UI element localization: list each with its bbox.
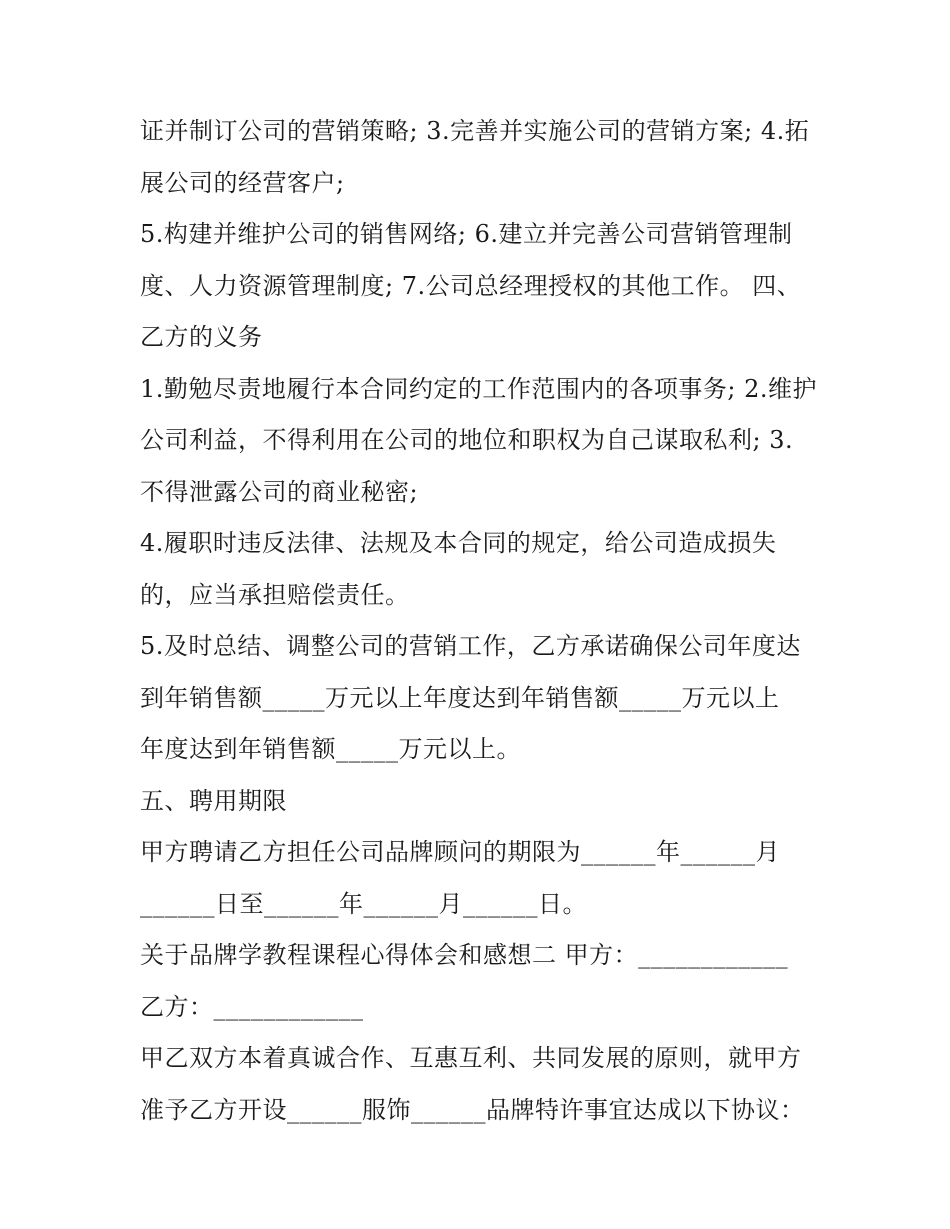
section-heading: 五、聘用期限 (140, 786, 287, 815)
text-line: 4.履职时违反法律、法规及本合同的规定，给公司造成损失 (140, 529, 777, 557)
text-line: 到年销售额_____万元以上年度达到年销售额_____万元以上 (140, 683, 780, 712)
text-line: 关于品牌学教程课程心得体会和感想二 甲方：____________ (140, 941, 789, 969)
text-line: ______日至______年______月______日。 (140, 889, 587, 918)
text-line: 甲方聘请乙方担任公司品牌顾问的期限为______年______月 (140, 838, 780, 866)
text-line: 证并制订公司的营销策略; 3.完善并实施公司的营销方案; 4.拓 (140, 117, 810, 145)
text-line: 公司利益，不得利用在公司的地位和职权为自己谋取私利; 3. (140, 426, 794, 454)
text-line: 5.构建并维护公司的销售网络; 6.建立并完善公司营销管理制 (140, 220, 793, 248)
text-line: 不得泄露公司的商业秘密; (140, 477, 419, 506)
section-heading: 乙方的义务 (140, 323, 263, 351)
text-line: 展公司的经营客户; (140, 168, 345, 197)
text-line: 1.勤勉尽责地履行本合同约定的工作范围内的各项事务; 2.维护 (140, 374, 818, 403)
document-body (140, 106, 830, 1136)
text-line: 度、人力资源管理制度; 7.公司总经理授权的其他工作。 四、 (140, 271, 802, 300)
text-line: 年度达到年销售额_____万元以上。 (140, 735, 521, 763)
text-line: 5.及时总结、调整公司的营销工作，乙方承诺确保公司年度达 (140, 632, 801, 660)
text-line: 准予乙方开设______服饰______品牌特许事宜达成以下协议： (140, 1095, 805, 1124)
text-line: 乙方：____________ (140, 992, 364, 1021)
text-line: 的，应当承担赔偿责任。 (140, 580, 410, 609)
text-line: 甲乙双方本着真诚合作、互惠互利、共同发展的原则，就甲方 (140, 1044, 802, 1072)
